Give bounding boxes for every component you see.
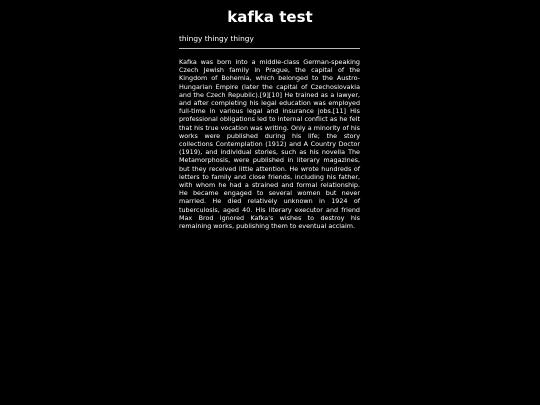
page-subtitle: thingy thingy thingy <box>179 34 254 43</box>
body-paragraph: Kafka was born into a middle-class German-speaking Czech Jewish family in Prague, the capital of the Kingdom of Bohemia, which belonged to the Austro-Hungarian Empire (later the capital of Czechoslovakia and the Czech Republic).[9][10] He trained as a lawyer, and after completing his legal education was employed full-time in various legal and insurance jobs.[11] His professional obligations led to internal conflict as he felt that his true vocation was writing. Only a minority of his works were published during his life; the story collections Contemplation (1912) and A Country Doctor (1919), and individual stories, such as his novella The Metamorphosis, were published in literary magazines, but they received little attention. He wrote hundreds of letters to family and close friends, including his father, with whom he had a strained and formal relationship. He became engaged to several women but never married. He died relatively unknown in 1924 of tuberculosis, aged 40. His literary executor and friend Max Brod ignored Kafka's wishes to destroy his remaining works, publishing them to eventual acclaim. <box>179 58 360 231</box>
page-title: kafka test <box>227 8 313 26</box>
divider <box>179 48 360 49</box>
content-column <box>179 34 360 230</box>
